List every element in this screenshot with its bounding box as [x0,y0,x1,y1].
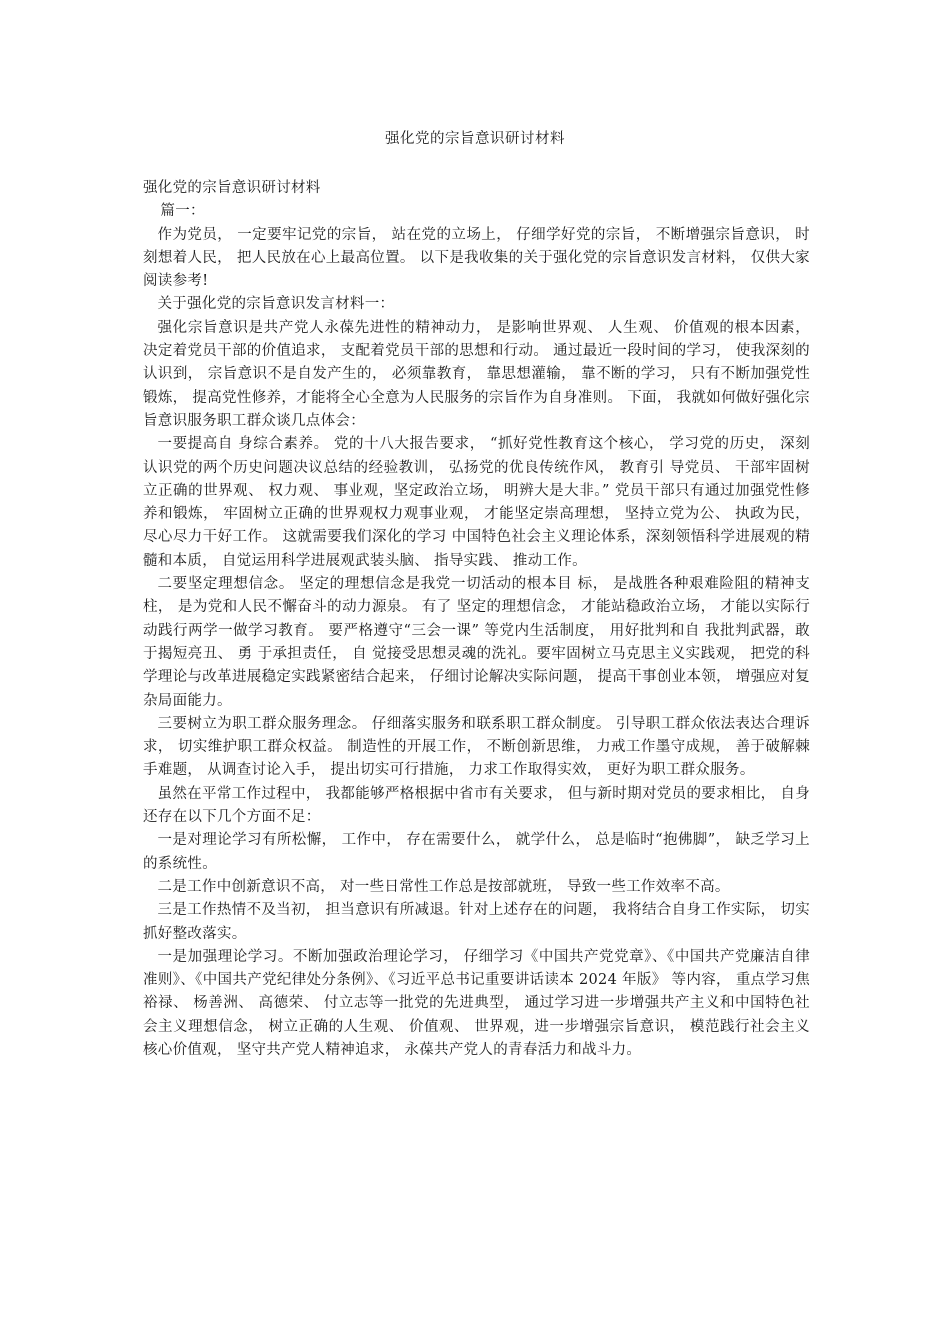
document-title: 强化党的宗旨意识研讨材料 [385,131,565,147]
paragraph: 强化宗旨意识是共产党人永葆先进性的精神动力， 是影响世界观、 人生观、 价值观的根本因素， 决定着党员干部的价值追求， 支配着党员干部的思想和行动。 通过最近一段时间的学习， 使我深刻的认识到， 宗旨意识不是自发产生的， 必须靠教育， 靠思想灌输， 靠不断的学习， 只有不断加强党性锻炼， 提高党性修养，才能将全心全意为人民服务的宗旨作为自身准则。 下面， 我就如何做好强化宗旨意识服务职工群众谈几点体会： [143,319,810,429]
section-heading: 篇一： [160,203,205,220]
paragraph: 二是工作中创新意识不高， 对一些日常性工作总是按部就班， 导致一些工作效率不高。 [157,878,730,895]
paragraph: 一是对理论学习有所松懈， 工作中， 存在需要什么， 就学什么， 总是临时“抱佛脚”， 缺乏学习上的系统性。 [143,832,810,872]
paragraph: 作为党员， 一定要牢记党的宗旨， 站在党的立场上， 仔细学好党的宗旨， 不断增强宗旨意识， 时刻想着人民， 把人民放在心上最高位置。 以下是我收集的关于强化党的宗旨意识发言材料， 仅供大家阅读参考! [143,226,810,290]
document-body [143,177,810,1062]
paragraph: 一是加强理论学习。不断加强政治理论学习， 仔细学习《中国共产党党章》、《中国共产党廉洁自律准则》、《中国共产党纪律处分条例》、《习近平总书记重要讲话读本 2024 年版》 等内容， 重点学习焦裕禄、 杨善洲、 高德荣、 付立志等一批党的先进典型， 通过学习进一步增强共产主义和中国特色社会主义理想信念， 树立正确的人生观、 价值观、 世界观，进一步增强宗旨意识， 模范践行社会主义核心价值观， 坚守共产党人精神追求， 永葆共产党人的青春活力和战斗力。 [143,948,810,1058]
paragraph: 三要树立为职工群众服务理念。 仔细落实服务和联系职工群众制度。 引导职工群众依法表达合理诉求， 切实维护职工群众权益。 制造性的开展工作， 不断创新思维， 力戒工作墨守成规， 善于破解棘手难题， 从调查讨论入手， 提出切实可行措施， 力求工作取得实效， 更好为职工群众服务。 [143,715,810,779]
paragraph: 虽然在平常工作过程中， 我都能够严格根据中省市有关要求， 但与新时期对党员的要求相比， 自身还存在以下几个方面不足： [143,785,810,826]
paragraph: 二要坚定理想信念。 坚定的理想信念是我党一切活动的根本目 标， 是战胜各种艰难险阻的精神支柱， 是为党和人民不懈奋斗的动力源泉。 有了 坚定的理想信念， 才能站稳政治立场， 才能以实际行动践行两学一做学习教育。 要严格遵守“三会一课” 等党内生活制度， 用好批判和自 我批判武器，敢于揭短亮丑、 勇 于承担责任， 自 觉接受思想灵魂的洗礼。要牢固树立马克思主义实践观， 把党的科学理论与改革进展稳定实践紧密结合起来， 仔细讨论解决实际问题， 提高干事创业本领， 增强应对复杂局面能力。 [143,576,810,709]
paragraph: 关于强化党的宗旨意识发言材料一： [157,296,395,313]
document-subtitle: 强化党的宗旨意识研讨材料 [143,180,321,196]
paragraph: 一要提高自 身综合素养。 党的十八大报告要求， “抓好党性教育这个核心， 学习党的历史， 深刻认识党的两个历史问题决议总结的经验教训， 弘扬党的优良传统作风， 教育引 导党员、 干部牢固树立正确的世界观、 权力观、 事业观，坚定政治立场， 明辨大是大非。” 党员干部只有通过加强党性修养和锻炼， 牢固树立正确的世界观权力观事业观， 才能坚定崇高理想， 坚持立党为公、 执政为民， 尽心尽力干好工作。 这就需要我们深化的学习 中国特色社会主义理论体系，深刻领悟科学进展观的精髓和本质， 自觉运用科学进展观武装头脑、 指导实践、 推动工作。 [143,436,810,569]
paragraph: 三是工作热情不及当初， 担当意识有所减退。针对上述存在的问题， 我将结合自身工作实际， 切实抓好整改落实。 [143,902,810,942]
